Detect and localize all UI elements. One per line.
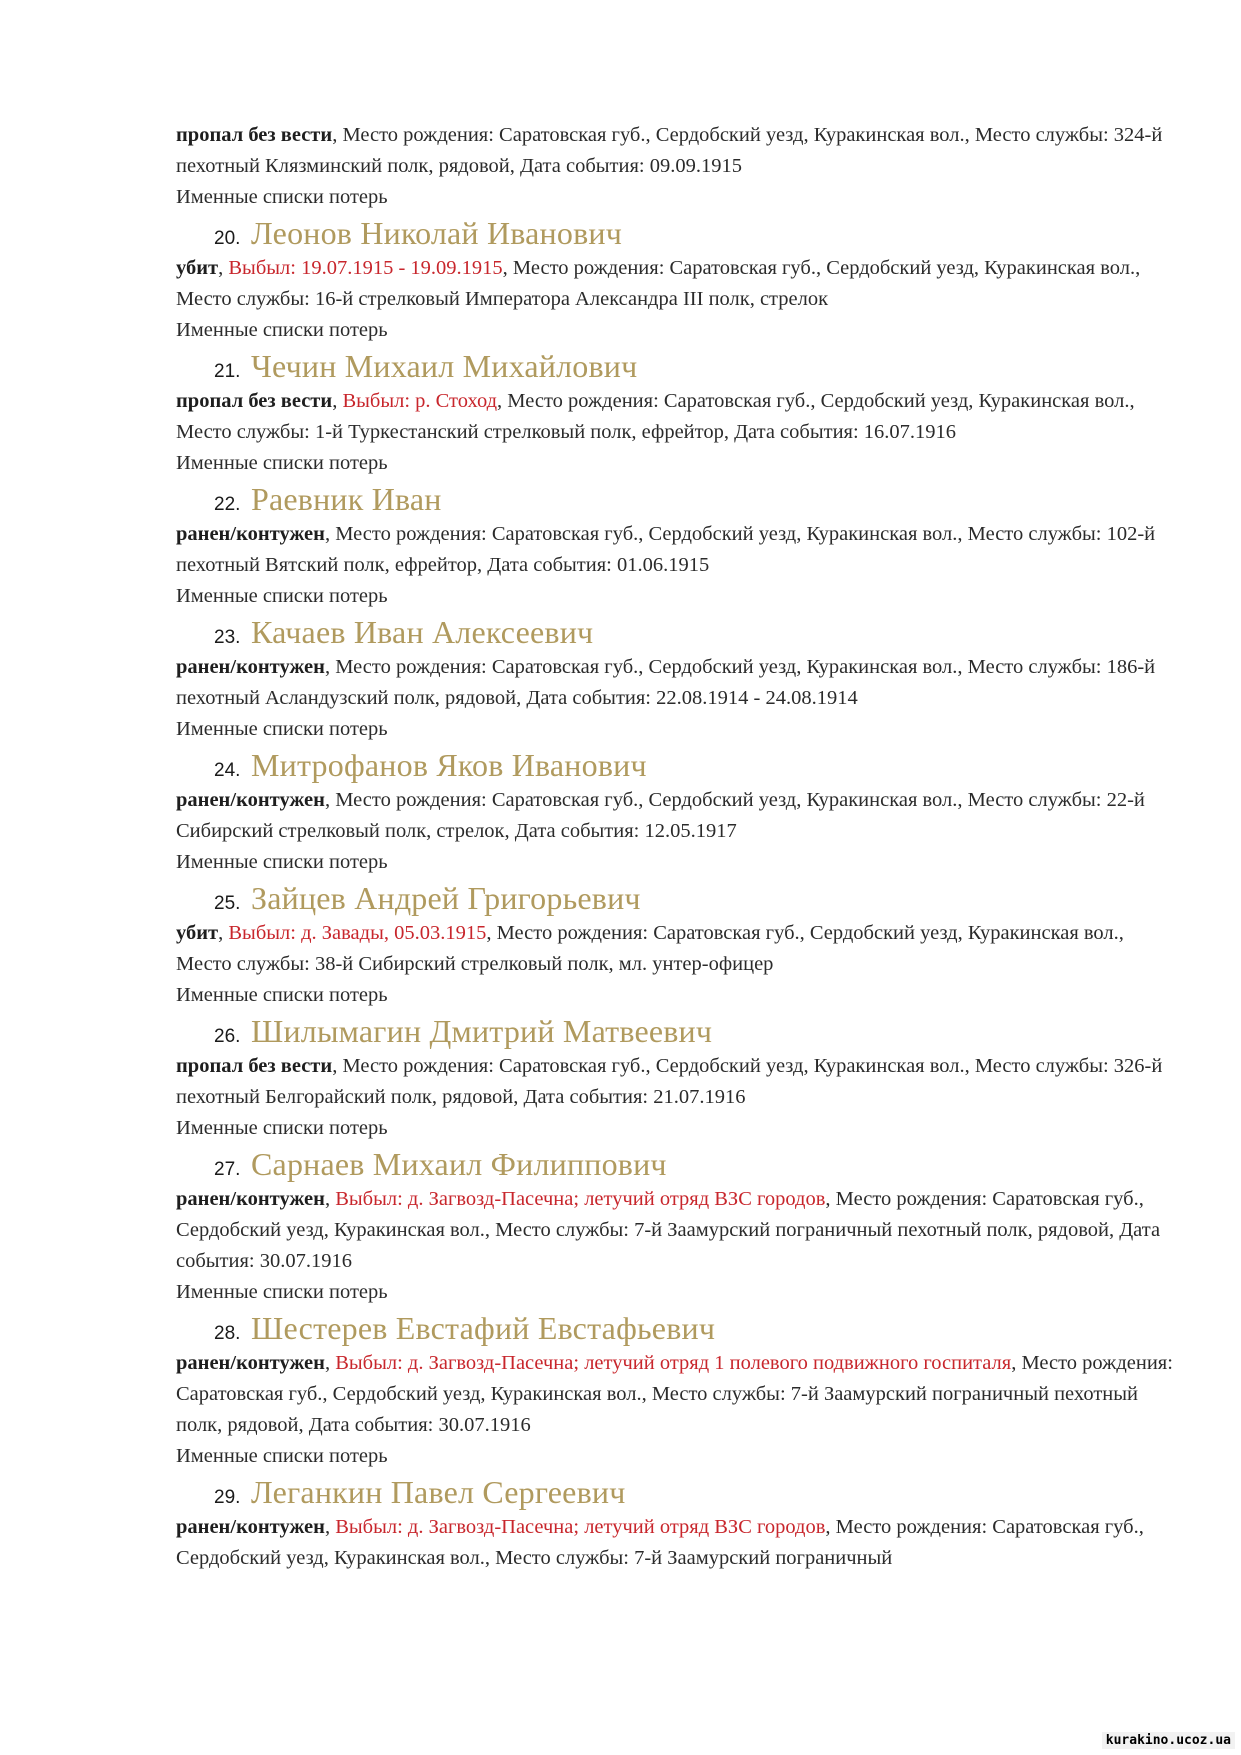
person-name: Шестерев Евстафий Евстафьевич [251, 1310, 716, 1346]
entry-heading [176, 745, 1176, 785]
entry-heading [176, 612, 1176, 652]
departure-info: Выбыл: р. Стоход [342, 390, 498, 412]
entry-heading [176, 1011, 1176, 1051]
entry-details-text: , Место рождения: Саратовская губ., Сердобский уезд, Куракинская вол., Место службы: 102-й пехотный Вятский полк, ефрейтор, Дата события: 01.06.1915 [176, 523, 1156, 576]
loss-list-link[interactable]: Именные списки потерь [176, 1445, 388, 1467]
entry-status: ранен/контужен [176, 1352, 325, 1374]
entry-details [176, 1184, 1176, 1277]
entry-status: убит [176, 257, 219, 279]
list-item [176, 479, 1176, 612]
loss-list-link[interactable]: Именные списки потерь [176, 718, 388, 740]
person-name: Качаев Иван Алексеевич [251, 614, 594, 650]
person-name: Леганкин Павел Сергеевич [251, 1474, 626, 1510]
list-item [176, 1011, 1176, 1144]
entry-number: 20. [214, 228, 241, 249]
list-item [176, 1308, 1176, 1472]
entry-details [176, 652, 1176, 714]
departure-info: Выбыл: д. Загвозд-Пасечна; летучий отряд ВЗС городов [335, 1188, 826, 1210]
entry-separator: , [324, 1352, 336, 1374]
entry-details-text: , Место рождения: Саратовская губ., Сердобский уезд, Куракинская вол., Место службы: 186-й пехотный Асландузский полк, рядовой, Дата события: 22.08.1914 - 24.08.1914 [176, 656, 1156, 709]
person-name: Чечин Михаил Михайлович [251, 348, 638, 384]
entry-details [176, 1051, 1176, 1113]
departure-info: Выбыл: д. Завады, 05.03.1915 [228, 922, 487, 944]
loss-list-link[interactable]: Именные списки потерь [176, 585, 388, 607]
entry-heading [176, 1308, 1176, 1348]
entry-separator: , [332, 390, 343, 412]
entry-heading [176, 1472, 1176, 1512]
loss-list-link[interactable]: Именные списки потерь [176, 186, 388, 208]
entry-status: убит [176, 922, 219, 944]
list-item [176, 745, 1176, 878]
person-name: Леонов Николай Иванович [251, 215, 623, 251]
entry-status: ранен/контужен [176, 656, 325, 678]
loss-list-link[interactable]: Именные списки потерь [176, 1281, 388, 1303]
entry-status: пропал без вести [176, 124, 333, 146]
entry-details-text: , Место рождения: Саратовская губ., Сердобский уезд, Куракинская вол., Место службы: 16-й стрелковый Императора Александра III полк, стрелок [176, 257, 1141, 310]
entry-heading [176, 878, 1176, 918]
entry-heading [176, 479, 1176, 519]
person-name: Зайцев Андрей Григорьевич [251, 880, 641, 916]
entry-details-text: , Место рождения: Саратовская губ., Сердобский уезд, Куракинская вол., Место службы: 7-й Заамурский пограничный пехотный полк, рядовой, Дата события: 30.07.1916 [176, 1188, 1161, 1272]
list-item [176, 1472, 1176, 1574]
loss-list-link[interactable]: Именные списки потерь [176, 851, 388, 873]
entry-heading [176, 213, 1176, 253]
document-body [176, 120, 1176, 1574]
entry-details-text: , Место рождения: Саратовская губ., Сердобский уезд, Куракинская вол., Место службы: 22-й Сибирский стрелковый полк, стрелок, Дата события: 12.05.1917 [176, 789, 1145, 842]
person-name: Сарнаев Михаил Филиппович [251, 1146, 667, 1182]
entry-details [176, 1348, 1176, 1441]
entry-details [176, 253, 1176, 315]
entry-status: пропал без вести [176, 1055, 333, 1077]
entry-details [176, 785, 1176, 847]
departure-info: Выбыл: 19.07.1915 - 19.09.1915 [228, 257, 503, 279]
entry-status: ранен/контужен [176, 789, 325, 811]
person-name: Раевник Иван [251, 481, 442, 517]
entry-number: 28. [214, 1323, 241, 1344]
entry-number: 27. [214, 1159, 241, 1180]
entry-list [176, 213, 1176, 1574]
entry-number: 23. [214, 627, 241, 648]
entry-details [176, 386, 1176, 448]
loss-list-link[interactable]: Именные списки потерь [176, 452, 388, 474]
entry-separator: , [324, 1516, 336, 1538]
entry-details-text: , Место рождения: Саратовская губ., Сердобский уезд, Куракинская вол., Место службы: 1-й Туркестанский стрелковый полк, ефрейтор, Дата события: 16.07.1916 [176, 390, 1135, 443]
entry-details-text: , Место рождения: Саратовская губ., Сердобский уезд, Куракинская вол., Место службы: 7-й Заамурский пограничный [176, 1516, 1144, 1569]
entry-number: 22. [214, 494, 241, 515]
entry-status: ранен/контужен [176, 1516, 325, 1538]
entry-details-text: , Место рождения: Саратовская губ., Сердобский уезд, Куракинская вол., Место службы: 38-й Сибирский стрелковый полк, мл. унтер-офицер [176, 922, 1124, 975]
entry-number: 24. [214, 760, 241, 781]
entry-status: ранен/контужен [176, 1188, 325, 1210]
entry-details [176, 120, 1176, 182]
entry-details-text: , Место рождения: Саратовская губ., Сердобский уезд, Куракинская вол., Место службы: 326-й пехотный Белгорайский полк, рядовой, Дата события: 21.07.1916 [176, 1055, 1163, 1108]
departure-info: Выбыл: д. Загвозд-Пасечна; летучий отряд 1 полевого подвижного госпиталя [335, 1352, 1012, 1374]
entry-number: 21. [214, 361, 241, 382]
entry-number: 26. [214, 1026, 241, 1047]
entry-details-text: , Место рождения: Саратовская губ., Сердобский уезд, Куракинская вол., Место службы: 7-й Заамурский пограничный пехотный полк, рядовой, Дата события: 30.07.1916 [176, 1352, 1173, 1436]
entry-separator: , [218, 257, 229, 279]
entry-heading [176, 346, 1176, 386]
entry-status: ранен/контужен [176, 523, 325, 545]
list-item [176, 878, 1176, 1011]
list-item [176, 1144, 1176, 1308]
loss-list-link[interactable]: Именные списки потерь [176, 319, 388, 341]
departure-info: Выбыл: д. Загвозд-Пасечна; летучий отряд ВЗС городов [335, 1516, 826, 1538]
entry-heading [176, 1144, 1176, 1184]
entry-details-text: , Место рождения: Саратовская губ., Сердобский уезд, Куракинская вол., Место службы: 324-й пехотный Клязминский полк, рядовой, Дата события: 09.09.1915 [176, 124, 1163, 177]
entry-number: 29. [214, 1487, 241, 1508]
loss-list-link[interactable]: Именные списки потерь [176, 1117, 388, 1139]
list-item [176, 346, 1176, 479]
entry-details [176, 519, 1176, 581]
list-item [176, 213, 1176, 346]
site-watermark: kurakino.ucoz.ua [1102, 1732, 1235, 1749]
entry-details [176, 1512, 1176, 1574]
list-item [176, 612, 1176, 745]
entry-details [176, 918, 1176, 980]
person-name: Шилымагин Дмитрий Матвеевич [251, 1013, 713, 1049]
entry-status: пропал без вести [176, 390, 333, 412]
entry-number: 25. [214, 893, 241, 914]
entry-separator: , [324, 1188, 336, 1210]
entry-continuation [176, 120, 1176, 213]
loss-list-link[interactable]: Именные списки потерь [176, 984, 388, 1006]
person-name: Митрофанов Яков Иванович [251, 747, 647, 783]
entry-separator: , [218, 922, 229, 944]
